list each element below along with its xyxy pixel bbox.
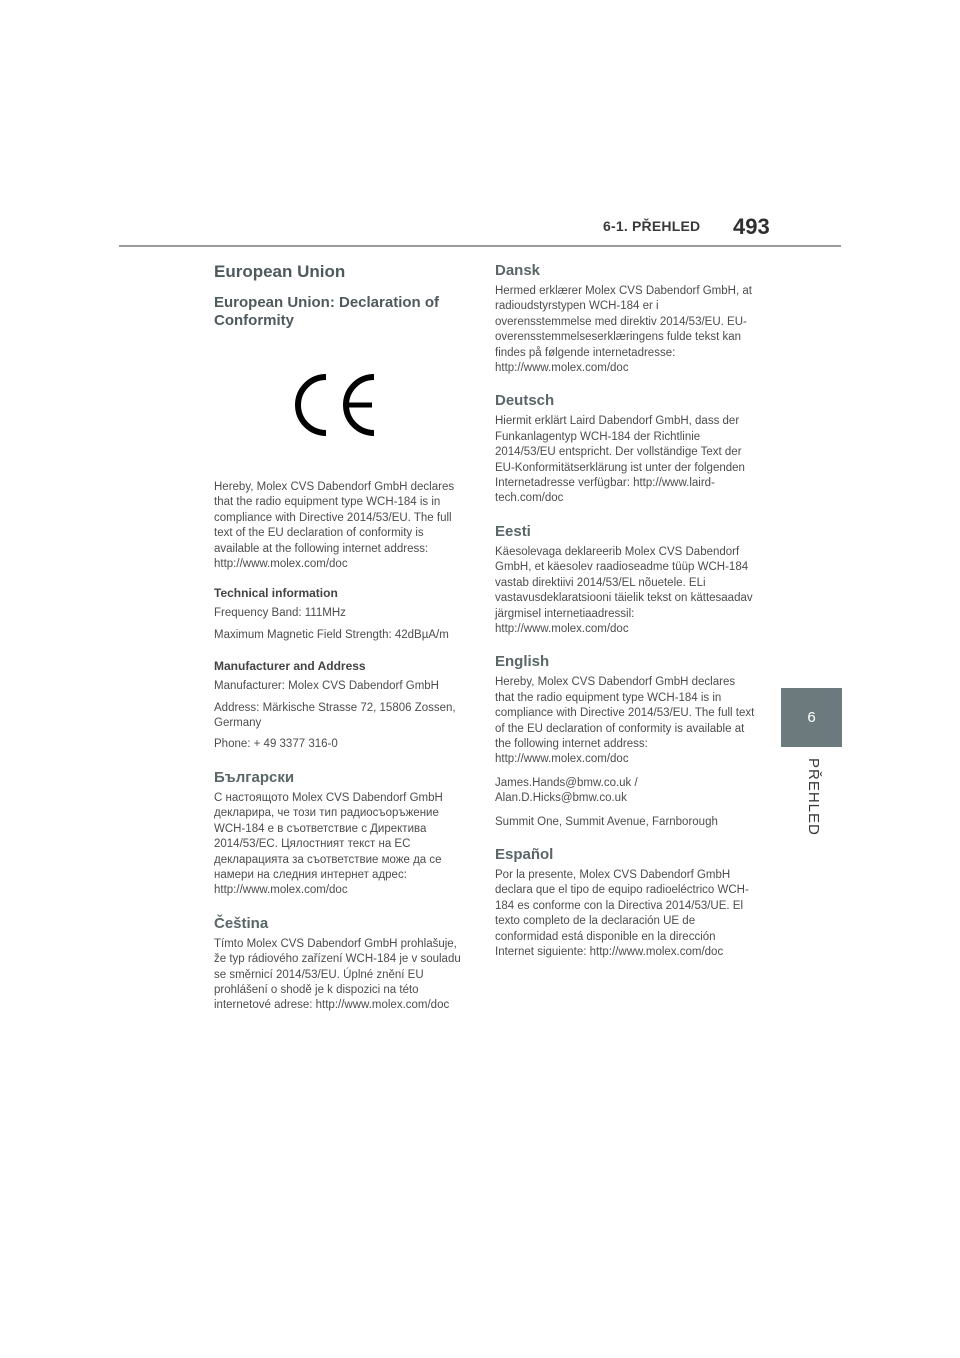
declaration-heading: European Union: Declaration of Conformity (214, 294, 440, 329)
chapter-tab[interactable] (781, 688, 842, 747)
section-title: 6-1. PŘEHLED (603, 218, 701, 234)
intro-paragraph: Hereby, Molex CVS Dabendorf GmbH declares that the radio equipment type WCH-184 is in compliance with Directive 2014/53/EU. The full text of the EU declaration of conformity is available at the following internet address: http://www.molex.com/doc (214, 481, 455, 571)
chapter-number: 6 (807, 709, 816, 726)
header-divider (119, 245, 841, 247)
contact-emails: James.Hands@bmw.co.uk / Alan.D.Hicks@bmw.co.uk (495, 776, 638, 805)
ce-mark-icon (292, 371, 382, 439)
lang-heading-et: Eesti (495, 522, 531, 540)
left-column (214, 262, 464, 1014)
lang-text-cs: Tímto Molex CVS Dabendorf GmbH prohlašuje, že typ rádiového zařízení WCH-184 je v souladu se směrnicí 2014/53/EU. Úplné znění EU prohlášení o shodě je k dispozici na této internetové adrese: http://www.molex.com/doc (214, 937, 461, 1012)
lang-text-da: Hermed erklærer Molex CVS Dabendorf GmbH, at radioudstyrstypen WCH-184 er i overensstemmelse med direktiv 2014/53/EU. EU-overensstemmelseserklæringens fulde tekst kan findes på følgende internetadresse: http://www.molex.com/doc (495, 285, 752, 375)
right-column (495, 262, 755, 960)
manufacturer-name: Manufacturer: Molex CVS Dabendorf GmbH (214, 680, 439, 693)
lang-text-de: Hiermit erklärt Laird Dabendorf GmbH, dass der Funkanlagentyp WCH-184 der Richtlinie 2014/53/EU entspricht. Der vollständige Text der EU-Konformitätserklärung ist unter der folgenden Internetadresse verfügbar: http://www.laird-tech.com/doc (495, 415, 745, 505)
manufacturer-phone: Phone: + 49 3377 316-0 (214, 738, 338, 751)
lang-heading-es: Español (495, 845, 554, 863)
ce-mark-area (210, 330, 464, 480)
page-title: European Union (214, 262, 346, 281)
contact-address: Summit One, Summit Avenue, Farnborough (495, 815, 718, 828)
frequency-band: Frequency Band: 111MHz (214, 607, 346, 620)
lang-heading-bg: Български (214, 768, 295, 786)
manufacturer-address: Address: Märkische Strasse 72, 15806 Zossen, Germany (214, 701, 456, 730)
magnetic-field-strength: Maximum Magnetic Field Strength: 42dBµA/m (214, 628, 449, 641)
lang-text-es: Por la presente, Molex CVS Dabendorf GmbH declara que el tipo de equipo radioeléctrico WCH-184 es conforme con la Directiva 2014/53/UE. El texto completo de la declaración UE de conformidad está disponible en la dirección Internet siguiente: http://www.molex.com/doc (495, 868, 749, 958)
lang-heading-da: Dansk (495, 262, 541, 279)
page-number: 493 (733, 214, 770, 239)
lang-heading-cs: Čeština (214, 914, 269, 932)
lang-text-bg: С настоящото Molex CVS Dabendorf GmbH декларира, че този тип радиосъоръжение WCH-184 е в съответствие с Директива 2014/53/ЕС. Цялостният текст на ЕС декларацията за съответствие може да се намери на следния интернет адрес: http://www.molex.com/doc (214, 791, 443, 897)
lang-text-en: Hereby, Molex CVS Dabendorf GmbH declares that the radio equipment type WCH-184 is in compliance with Directive 2014/53/EU. The full text of the EU declaration of conformity is available at the following internet address: http://www.molex.com/doc (495, 676, 755, 766)
lang-text-et: Käesolevaga deklareerib Molex CVS Dabendorf GmbH, et käesolev raadioseadme tüüp WCH-184 vastab direktiivi 2014/53/EL nõuetele. ELi vastavusdeklaratsiooni täielik tekst on kättesaadav järgmisel internetiaadressil: http://www.molex.com/doc (495, 545, 753, 635)
manufacturer-heading: Manufacturer and Address (214, 659, 366, 674)
tech-info-heading: Technical information (214, 586, 338, 601)
lang-heading-de: Deutsch (495, 392, 555, 410)
chapter-label: PŘEHLED (805, 758, 822, 836)
lang-heading-en: English (495, 653, 550, 671)
